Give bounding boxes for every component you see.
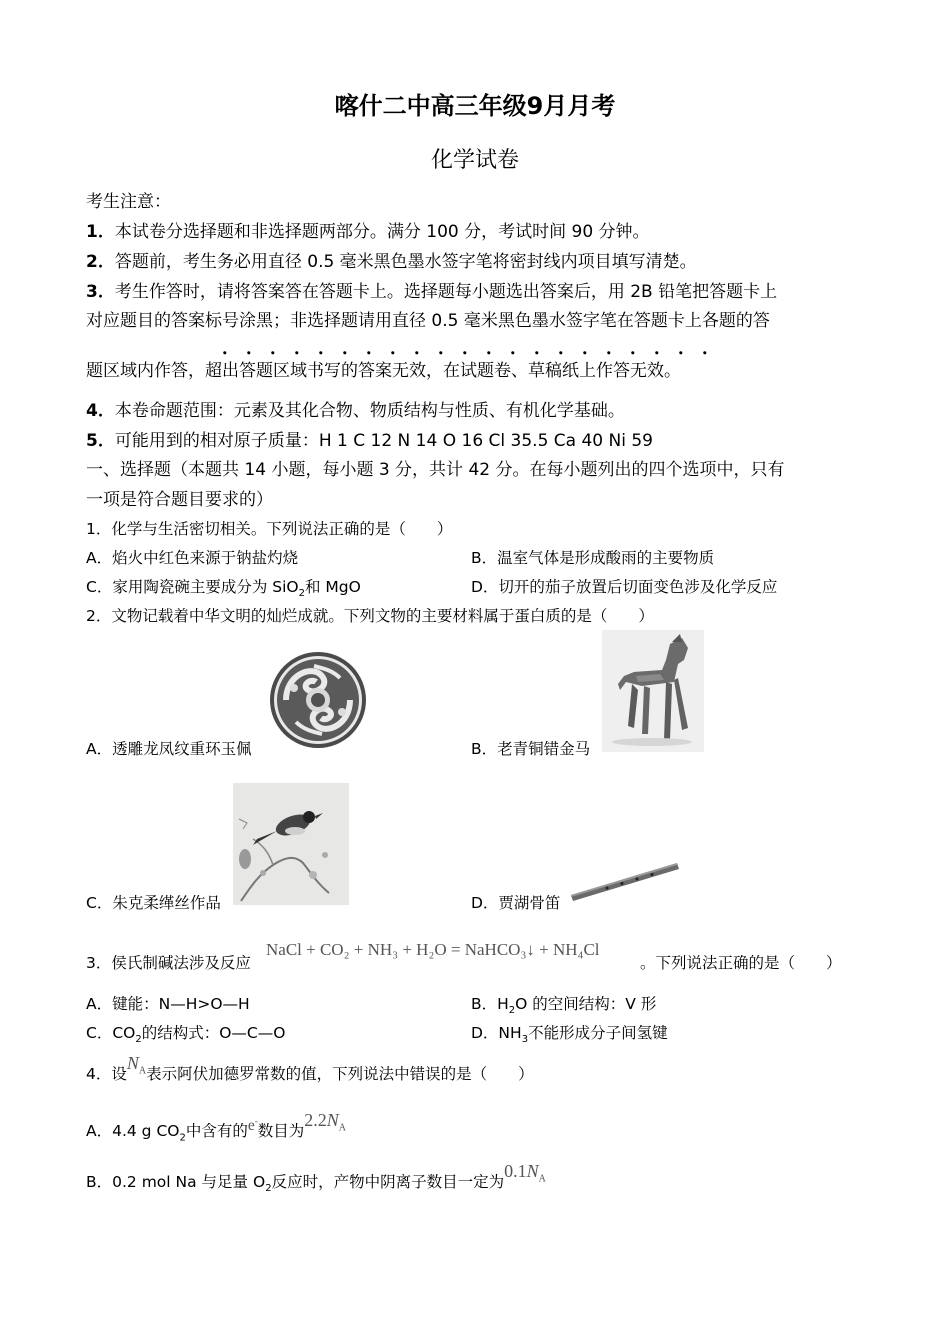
na-letter: N	[126, 1053, 139, 1073]
q3-equation: NaCl + CO₂ + NH₃ + H₂O = NaHCO₃↓ + NH₄Cl	[266, 940, 600, 959]
exam-title: 喀什二中高三年级9月月考	[334, 92, 616, 120]
notice-text: 考生作答时，请将答案答在答题卡上。选择题每小题选出答案后，用 2B 铅笔把答题卡上	[114, 282, 778, 302]
q1-c-text: C．家用陶瓷碗主要成分为 SiO	[86, 578, 299, 596]
q4-b-number: 0.1	[504, 1161, 527, 1181]
q1-option-d: D．切开的茄子放置后切面变色涉及化学反应	[471, 578, 778, 596]
q1-option-a: A．焰火中红色来源于钠盐灼烧	[86, 549, 299, 567]
silk-bird-image	[233, 783, 349, 905]
q4-a-value	[304, 1110, 347, 1134]
notice-num: 3．	[86, 282, 115, 302]
q4-a-number: 2.2	[304, 1110, 327, 1131]
q4-b-value	[504, 1161, 546, 1185]
q4-stem	[86, 1053, 534, 1093]
section-heading-line-2: 一项是符合题目要求的）	[86, 490, 273, 510]
q4-stem-post: 表示阿伏加德罗常数的值，下列说法中错误的是（ ）	[146, 1065, 534, 1083]
bone-flute-image	[567, 855, 683, 905]
notice-text: 本卷命题范围：元素及其化合物、物质结构与性质、有机化学基础。	[114, 401, 625, 421]
q3-d-sub: 3	[521, 1034, 529, 1046]
q2-option-b: B．老青铜错金马	[471, 740, 591, 758]
q4-b-sub: 2	[265, 1183, 272, 1195]
notice-text: 本试卷分选择题和非选择题两部分。满分 100 分，考试时间 90 分钟。	[114, 222, 650, 242]
q1-c-text-post: 和 MgO	[304, 578, 361, 596]
na-sub: A	[138, 1065, 147, 1077]
q3-option-c	[86, 1022, 285, 1051]
q3-c-sub: 2	[135, 1034, 142, 1046]
q3-b-text: B．H	[471, 995, 509, 1013]
q3-b-sub: 2	[508, 1005, 516, 1017]
q4-b-text: B．0.2 mol Na 与足量 O	[86, 1173, 266, 1191]
q1-c-sub: 2	[298, 588, 305, 600]
q4-a-text: A．4.4 g CO	[86, 1122, 180, 1141]
q3-option-b	[471, 993, 656, 1022]
q4-option-b	[86, 1161, 546, 1201]
q4-a-mid: 中含有的	[185, 1122, 248, 1141]
bronze-horse-image	[602, 630, 704, 752]
notice-num: 1．	[86, 222, 115, 242]
q4-stem-pre: 4．设	[86, 1065, 127, 1083]
emphasis-dots: ．．．．．．．．．．．．．．．．．．．．．	[222, 338, 735, 359]
q3-c-text-post: 的结构式：O—C—O	[141, 1024, 286, 1042]
q2-option-d: D．贾湖骨笛	[471, 894, 561, 912]
na-sub: A	[538, 1173, 546, 1185]
na-letter: N	[326, 1110, 339, 1131]
q4-option-a	[86, 1110, 347, 1150]
q3-c-text: C．CO	[86, 1024, 136, 1042]
notice-item-1	[86, 220, 650, 244]
notice-item-3	[86, 280, 777, 304]
q3-b-text-post: O 的空间结构：V 形	[515, 995, 657, 1013]
notice-text: 答题前，考生务必用直径 0.5 毫米黑色墨水签字笔将密封线内项目填写清楚。	[114, 252, 697, 272]
notice-item-3-line-2: 对应题目的答案标号涂黑；非选择题请用直径 0.5 毫米黑色墨水签字笔在答题卡上各题的答	[86, 311, 770, 331]
na-sub: A	[338, 1122, 347, 1134]
q2-stem: 2．文物记载着中华文明的灿烂成就。下列文物的主要材料属于蛋白质的是（ ）	[86, 607, 654, 625]
q1-option-b: B．温室气体是形成酸雨的主要物质	[471, 549, 715, 567]
notice-num: 4．	[86, 401, 115, 421]
notice-item-2	[86, 250, 697, 274]
q4-a-sub: 2	[179, 1132, 186, 1144]
notice-item-5	[86, 429, 653, 453]
q3-stem-pre: 3．侯氏制碱法涉及反应	[86, 954, 251, 972]
electron-symbol	[248, 1117, 258, 1134]
e-letter: e	[247, 1117, 255, 1135]
avogadro-symbol	[126, 1053, 147, 1077]
q1-stem: 1．化学与生活密切相关。下列说法正确的是（ ）	[86, 520, 453, 538]
q1-option-c	[86, 576, 361, 605]
exam-subtitle: 化学试卷	[430, 148, 519, 173]
notice-text: 可能用到的相对原子质量：H 1 C 12 N 14 O 16 Cl 35.5 Ca 40 Ni 59	[114, 431, 653, 451]
e-sup: -	[254, 1116, 258, 1126]
q2-option-a: A．透雕龙凤纹重环玉佩	[86, 740, 252, 758]
q3-option-d	[471, 1022, 668, 1051]
q3-stem-post: 。下列说法正确的是（ ）	[640, 954, 842, 972]
q3-d-text: D．NH	[471, 1024, 522, 1042]
notice-item-3-line-3: 题区域内作答，超出答题区域书写的答案无效，在试题卷、草稿纸上作答无效。	[86, 361, 681, 381]
q3-d-text-post: 不能形成分子间氢键	[528, 1024, 668, 1042]
notice-num: 5．	[86, 431, 115, 451]
q2-option-c: C．朱克柔缂丝作品	[86, 894, 221, 912]
notice-heading: 考生注意：	[86, 192, 171, 212]
q4-b-post: 反应时，产物中阴离子数目一定为	[271, 1173, 505, 1191]
q3-option-a: A．键能：N—H>O—H	[86, 995, 250, 1013]
notice-num: 2．	[86, 252, 115, 272]
na-letter: N	[526, 1161, 539, 1181]
q4-a-post: 数目为	[257, 1122, 305, 1141]
notice-item-4	[86, 399, 625, 423]
section-heading: 一、选择题（本题共 14 小题，每小题 3 分，共计 42 分。在每小题列出的四个选项中，只有	[86, 460, 785, 480]
jade-pendant-image	[266, 650, 370, 750]
